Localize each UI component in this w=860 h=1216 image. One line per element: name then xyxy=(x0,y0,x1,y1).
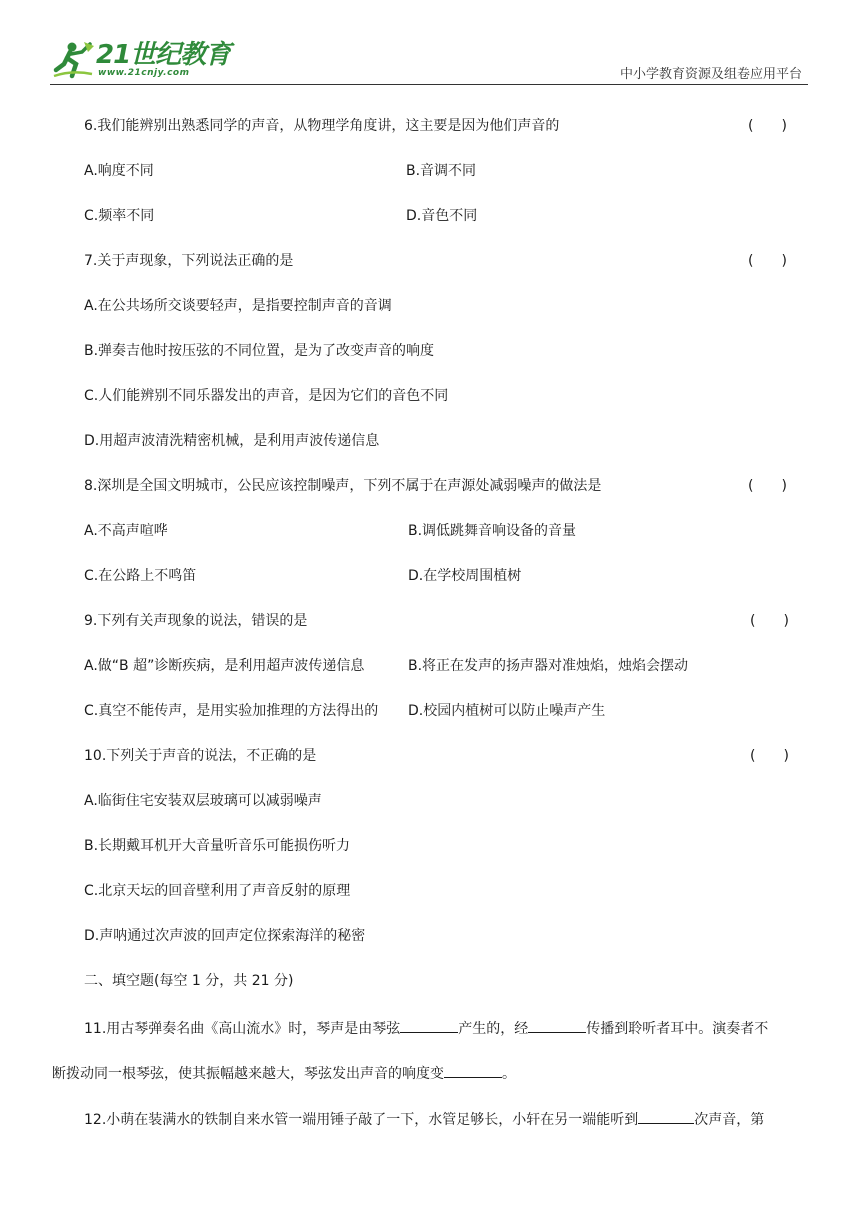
question-11-line-2 xyxy=(52,1063,516,1084)
question-12-blank-1[interactable] xyxy=(638,1109,694,1124)
question-12-text-1: 12.小萌在装满水的铁制自来水管一端用锤子敲了一下，水管足够长，小轩在另一端能听到 xyxy=(84,1112,639,1128)
question-7-answer-paren: ( ) xyxy=(748,253,787,269)
question-6-option-a: A.响度不同 xyxy=(84,163,154,179)
section-2-heading: 二、填空题(每空 1 分，共 21 分) xyxy=(84,973,294,989)
question-11-blank-1[interactable] xyxy=(400,1018,458,1033)
question-11-text-5: 。 xyxy=(502,1066,516,1082)
platform-name: 中小学教育资源及组卷应用平台 xyxy=(619,67,802,82)
question-6-option-b: B.音调不同 xyxy=(406,163,477,179)
logo-text: 21世纪教育 xyxy=(96,40,231,70)
question-8-stem: 8.深圳是全国文明城市，公民应该控制噪声，下列不属于在声源处减弱噪声的做法是 xyxy=(84,478,602,494)
question-8-option-d: D.在学校周围植树 xyxy=(408,568,522,584)
question-9-option-d: D.校园内植树可以防止噪声产生 xyxy=(408,703,606,719)
logo-url: www.21cnjy.com xyxy=(98,68,190,78)
question-10-option-c: C.北京天坛的回音壁利用了声音反射的原理 xyxy=(84,883,351,899)
question-7-option-c: C.人们能辨别不同乐器发出的声音，是因为它们的音色不同 xyxy=(84,388,449,404)
question-6-stem: 6.我们能辨别出熟悉同学的声音，从物理学角度讲，这主要是因为他们声音的 xyxy=(84,118,560,134)
logo xyxy=(52,38,231,86)
page-header xyxy=(0,0,860,90)
question-7-option-b: B.弹奏吉他时按压弦的不同位置，是为了改变声音的响度 xyxy=(84,343,435,359)
question-11-text-3: 传播到聆听者耳中。演奏者不 xyxy=(586,1021,769,1037)
question-9-answer-paren: ( ) xyxy=(750,613,789,629)
question-11-blank-2[interactable] xyxy=(528,1018,586,1033)
question-10-stem: 10.下列关于声音的说法，不正确的是 xyxy=(84,748,317,764)
question-11-blank-3[interactable] xyxy=(444,1063,502,1078)
question-11-text-1: 11.用古琴弹奏名曲《高山流水》时，琴声是由琴弦 xyxy=(84,1021,401,1037)
question-9-option-b: B.将正在发声的扬声器对准烛焰，烛焰会摆动 xyxy=(408,658,689,674)
question-10-option-a: A.临街住宅安装双层玻璃可以减弱噪声 xyxy=(84,793,322,809)
question-12-line-1 xyxy=(84,1109,764,1130)
question-6-option-d: D.音色不同 xyxy=(406,208,478,224)
question-7-option-d: D.用超声波清洗精密机械，是利用声波传递信息 xyxy=(84,433,380,449)
question-8-option-b: B.调低跳舞音响设备的音量 xyxy=(408,523,577,539)
question-11-text-4: 断拨动同一根琴弦，使其振幅越来越大，琴弦发出声音的响度变 xyxy=(52,1066,444,1082)
question-10-answer-paren: ( ) xyxy=(750,748,789,764)
running-figure-logo-icon xyxy=(52,40,96,80)
question-9-option-a: A.做“B 超”诊断疾病，是利用超声波传递信息 xyxy=(84,658,365,674)
question-9-option-c: C.真空不能传声，是用实验加推理的方法得出的 xyxy=(84,703,379,719)
header-divider xyxy=(50,84,808,85)
question-10-option-b: B.长期戴耳机开大音量听音乐可能损伤听力 xyxy=(84,838,351,854)
question-6-answer-paren: ( ) xyxy=(748,118,787,134)
question-8-option-a: A.不高声喧哗 xyxy=(84,523,168,539)
question-10-option-d: D.声呐通过次声波的回声定位探索海洋的秘密 xyxy=(84,928,366,944)
question-7-option-a: A.在公共场所交谈要轻声，是指要控制声音的音调 xyxy=(84,298,392,314)
question-9-stem: 9.下列有关声现象的说法，错误的是 xyxy=(84,613,308,629)
question-11-text-2: 产生的，经 xyxy=(458,1021,529,1037)
question-8-answer-paren: ( ) xyxy=(748,478,787,494)
question-8-option-c: C.在公路上不鸣笛 xyxy=(84,568,197,584)
question-7-stem: 7.关于声现象，下列说法正确的是 xyxy=(84,253,294,269)
question-6-option-c: C.频率不同 xyxy=(84,208,155,224)
question-12-text-2: 次声音，第 xyxy=(694,1112,765,1128)
question-11-line-1 xyxy=(84,1018,768,1039)
